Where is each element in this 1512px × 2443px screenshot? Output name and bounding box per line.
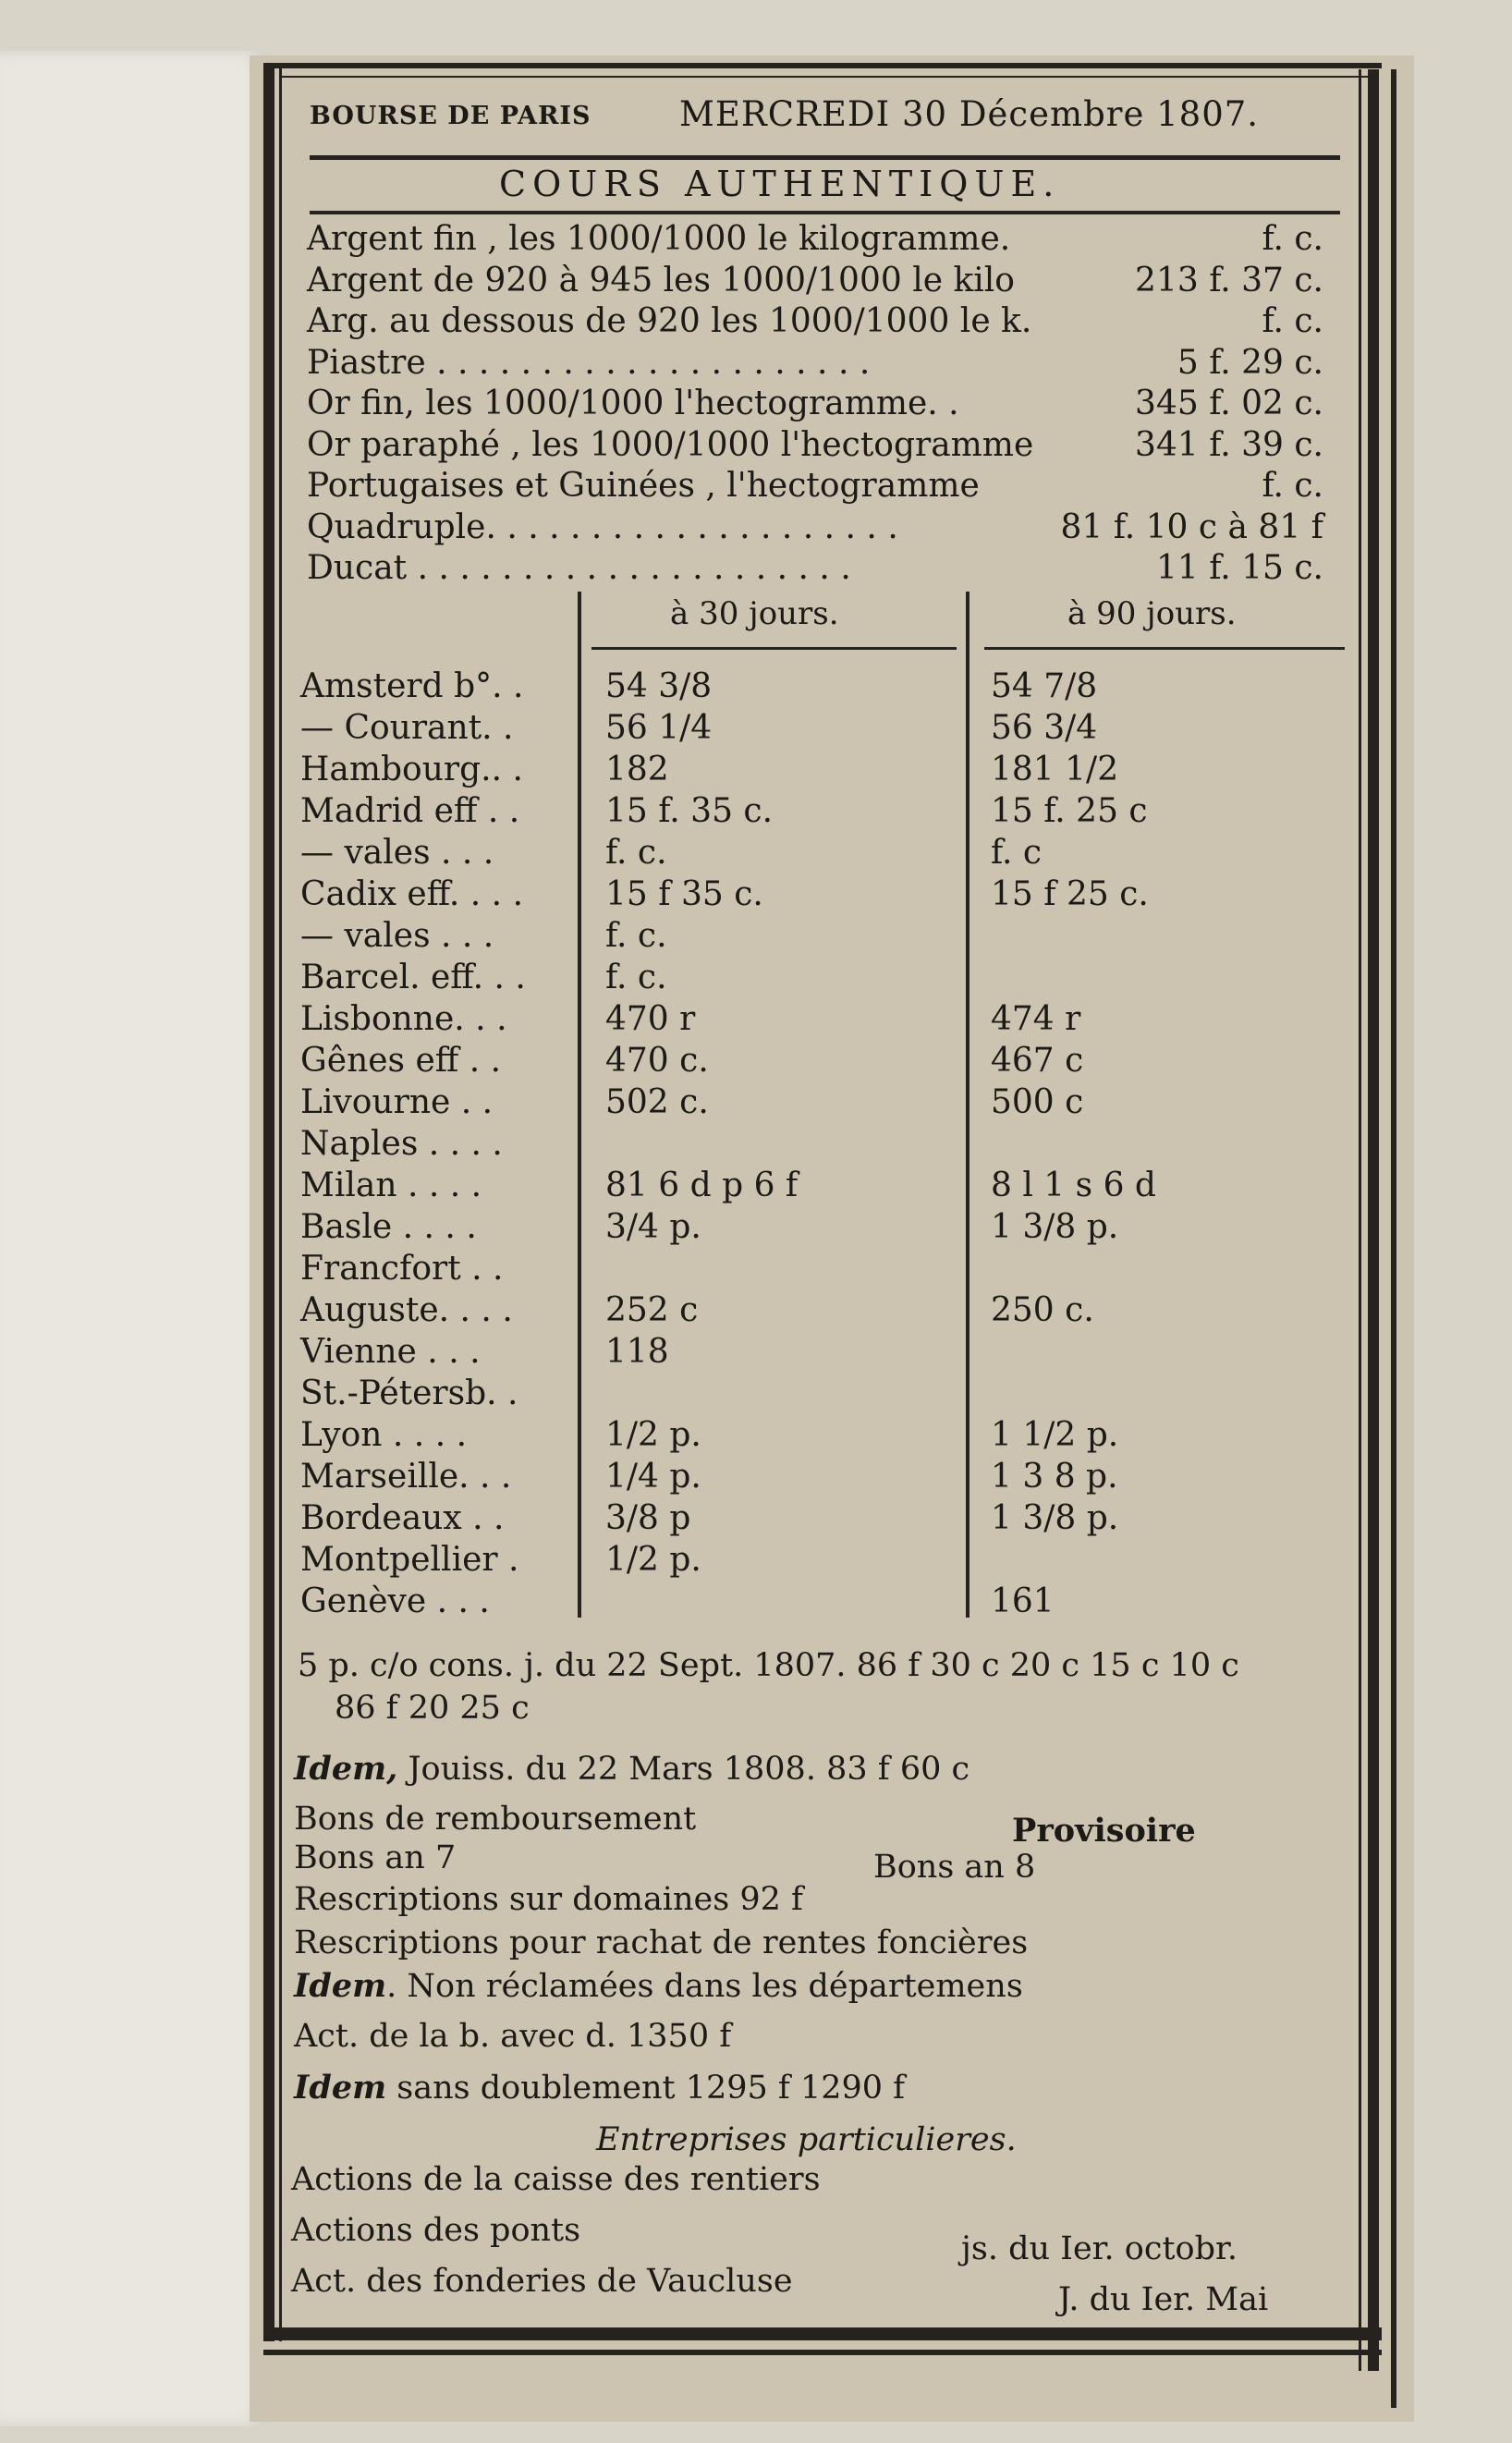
exchange-place: Livourne . . <box>300 1083 494 1121</box>
metal-row <box>307 549 1323 588</box>
metal-value: 341 f. 39 c. <box>1135 425 1323 464</box>
metal-value: f. c. <box>1262 302 1323 340</box>
rate-30-jours: 81 6 d p 6 f <box>605 1167 799 1204</box>
metal-row <box>307 385 1323 423</box>
metal-value: f. c. <box>1262 467 1323 505</box>
rate-30-jours: 15 f 35 c. <box>605 875 763 913</box>
metal-row <box>307 262 1323 300</box>
metal-row <box>307 508 1323 547</box>
rate-30-jours: 470 r <box>605 1000 696 1038</box>
rescriptions-rachat: Rescriptions pour rachat de rentes foncières <box>294 1924 1029 1961</box>
rate-30-jours: f. c. <box>605 917 667 955</box>
rate-90-jours: 15 f 25 c. <box>991 875 1149 913</box>
rate-30-jours: 56 1/4 <box>605 709 713 747</box>
idem-sans-doublement <box>294 2069 905 2107</box>
metal-name: Argent fin , les 1000/1000 le kilogramme. <box>307 220 1011 258</box>
metal-row <box>307 344 1323 383</box>
idem-non-reclamees <box>294 1967 1023 2005</box>
frame-border-right-outer <box>1391 69 1396 2408</box>
metal-name: Portugaises et Guinées , l'hectogramme <box>307 467 980 505</box>
rate-30-jours: 1/4 p. <box>605 1458 701 1496</box>
rate-90-jours: 54 7/8 <box>991 667 1098 705</box>
actions-ponts: Actions des ponts <box>291 2212 581 2249</box>
rate-90-jours: 15 f. 25 c <box>991 792 1148 830</box>
rate-90-jours: f. c <box>991 834 1043 872</box>
rate-30-jours: 3/4 p. <box>605 1208 701 1246</box>
metal-row <box>307 426 1323 465</box>
exchange-place: Francfort . . <box>300 1250 504 1288</box>
exchange-place: Lyon . . . . <box>300 1416 468 1454</box>
metal-value: f. c. <box>1262 220 1323 258</box>
rate-30-jours: 3/8 p <box>605 1499 691 1537</box>
rate-30-jours: 470 c. <box>605 1042 709 1080</box>
rescriptions-domaines: Rescriptions sur domaines 92 f <box>294 1881 803 1918</box>
exchange-place: Auguste. . . . <box>300 1291 513 1329</box>
actions-banque: Act. de la b. avec d. 1350 f <box>294 2018 732 2055</box>
provisoire-label: Provisoire <box>1012 1812 1196 1850</box>
rate-90-jours: 181 1/2 <box>991 751 1119 788</box>
exchange-place: Genève . . . <box>300 1582 490 1620</box>
bons-an-8: Bons an 8 <box>873 1849 1036 1886</box>
frame-border-bottom-outer <box>263 2350 1382 2355</box>
metal-row <box>307 220 1323 259</box>
header-30-jours: à 30 jours. <box>670 595 839 632</box>
exchange-place: Gênes eff . . <box>300 1042 502 1080</box>
rate-30-jours: 182 <box>605 751 669 788</box>
bourse-heading: BOURSE DE PARIS <box>310 102 591 130</box>
rate-30-jours: 118 <box>605 1333 669 1371</box>
rate-30-jours: 1/2 p. <box>605 1416 701 1454</box>
idem3-text: sans doublement 1295 f 1290 f <box>386 2070 906 2107</box>
frame-border-left <box>263 63 274 2341</box>
exchange-place: Barcel. eff. . . <box>300 959 526 996</box>
exchange-place: — vales . . . <box>300 834 494 872</box>
frame-border-right <box>1368 69 1379 2371</box>
exchange-place: Bordeaux . . <box>300 1499 505 1537</box>
rate-90-jours: 500 c <box>991 1083 1084 1121</box>
rate-30-jours: f. c. <box>605 834 667 872</box>
exchange-place: Madrid eff . . <box>300 792 520 830</box>
exchange-place: — vales . . . <box>300 917 494 955</box>
rate-30-jours: 15 f. 35 c. <box>605 792 774 830</box>
rate-90-jours: 467 c <box>991 1042 1084 1080</box>
consolidated-line-1: 5 p. c/o cons. j. du 22 Sept. 1807. 86 f 30 c 20 c 15 c 10 c <box>298 1647 1239 1684</box>
bons-an-7: Bons an 7 <box>294 1839 457 1876</box>
metal-name: Or fin, les 1000/1000 l'hectogramme. . <box>307 385 959 422</box>
metal-row <box>307 302 1323 341</box>
rate-30-jours: 1/2 p. <box>605 1541 701 1579</box>
rate-90-jours: 1 3/8 p. <box>991 1208 1119 1246</box>
fonderies-vaucluse: Act. des fonderies de Vaucluse <box>291 2263 793 2300</box>
exchange-place: Milan . . . . <box>300 1167 482 1204</box>
exchange-place: Marseille. . . <box>300 1458 512 1496</box>
left-facing-page <box>0 51 268 2426</box>
exchange-place: Montpellier . <box>300 1541 519 1579</box>
metal-name: Argent de 920 à 945 les 1000/1000 le kilo <box>307 261 1015 299</box>
frame-border-top <box>263 63 1382 68</box>
exchange-place: St.-Pétersb. . <box>300 1374 518 1412</box>
fonderies-jouissance: J. du Ier. Mai <box>1058 2281 1269 2318</box>
idem-text: Jouiss. du 22 Mars 1808. 83 f 60 c <box>408 1751 970 1788</box>
date-heading: MERCREDI 30 Décembre 1807. <box>679 94 1260 134</box>
rate-90-jours: 1 3/8 p. <box>991 1499 1119 1537</box>
entreprises-heading: Entreprises particulieres. <box>596 2121 1017 2158</box>
idem3-label: Idem <box>294 2069 387 2107</box>
frame-border-bottom <box>263 2327 1382 2340</box>
header-30-underline <box>591 647 957 650</box>
frame-border-left-inner <box>279 63 282 2341</box>
metal-name: Ducat . . . . . . . . . . . . . . . . . . . . . <box>307 549 851 587</box>
metal-value: 213 f. 37 c. <box>1135 261 1323 299</box>
rate-90-jours: 1 1/2 p. <box>991 1416 1119 1454</box>
caisse-rentiers: Actions de la caisse des rentiers <box>291 2161 821 2198</box>
rate-30-jours: f. c. <box>605 959 667 996</box>
exchange-place: Amsterd b°. . <box>300 667 524 705</box>
idem-label: Idem, <box>294 1750 398 1788</box>
header-90-underline <box>984 647 1345 650</box>
exchange-place: Vienne . . . <box>300 1333 481 1371</box>
metal-value: 345 f. 02 c. <box>1135 385 1323 422</box>
rate-90-jours: 56 3/4 <box>991 709 1098 747</box>
rate-90-jours: 250 c. <box>991 1291 1094 1329</box>
rate-90-jours: 161 <box>991 1582 1055 1620</box>
exchange-place: Naples . . . . <box>300 1125 503 1163</box>
frame-border-top-inner <box>282 76 1368 78</box>
rate-90-jours: 1 3 8 p. <box>991 1458 1118 1496</box>
metal-name: Piastre . . . . . . . . . . . . . . . . . . . . . <box>307 343 871 382</box>
ponts-jouissance: js. du Ier. octobr. <box>961 2230 1238 2267</box>
rate-30-jours: 54 3/8 <box>605 667 713 705</box>
metal-name: Arg. au dessous de 920 les 1000/1000 le k. <box>307 302 1032 340</box>
rate-90-jours: 8 l 1 s 6 d <box>991 1167 1156 1204</box>
header-rule <box>310 155 1340 160</box>
metal-value: 11 f. 15 c. <box>1155 549 1323 587</box>
rate-30-jours: 252 c <box>605 1291 699 1329</box>
title-rule <box>310 211 1340 214</box>
exchange-place: Hambourg.. . <box>300 751 523 788</box>
exchange-place: Lisbonne. . . <box>300 1000 507 1038</box>
exchange-place: Basle . . . . <box>300 1208 477 1246</box>
metal-name: Quadruple. . . . . . . . . . . . . . . . . . . . <box>307 507 898 546</box>
exchange-place: — Courant. . <box>300 709 514 747</box>
idem-jouissance <box>294 1750 969 1788</box>
exchange-place: Cadix eff. . . . <box>300 875 524 913</box>
frame-border-right-inner <box>1359 69 1361 2371</box>
column-divider-left <box>578 592 581 1618</box>
page-title: COURS AUTHENTIQUE. <box>499 164 1061 204</box>
bons-remboursement: Bons de remboursement <box>294 1801 697 1838</box>
metal-name: Or paraphé , les 1000/1000 l'hectogramme <box>307 425 1034 464</box>
idem2-text: . Non réclamées dans les départemens <box>386 1968 1023 2005</box>
column-divider-right <box>966 592 969 1618</box>
metal-row <box>307 467 1323 506</box>
consolidated-line-2: 86 f 20 25 c <box>335 1690 530 1727</box>
rate-90-jours: 474 r <box>991 1000 1081 1038</box>
idem2-label: Idem <box>294 1967 387 2005</box>
header-90-jours: à 90 jours. <box>1067 595 1237 632</box>
metal-value: 81 f. 10 c à 81 f <box>1060 507 1323 546</box>
metal-value: 5 f. 29 c. <box>1177 343 1323 382</box>
rate-30-jours: 502 c. <box>605 1083 709 1121</box>
